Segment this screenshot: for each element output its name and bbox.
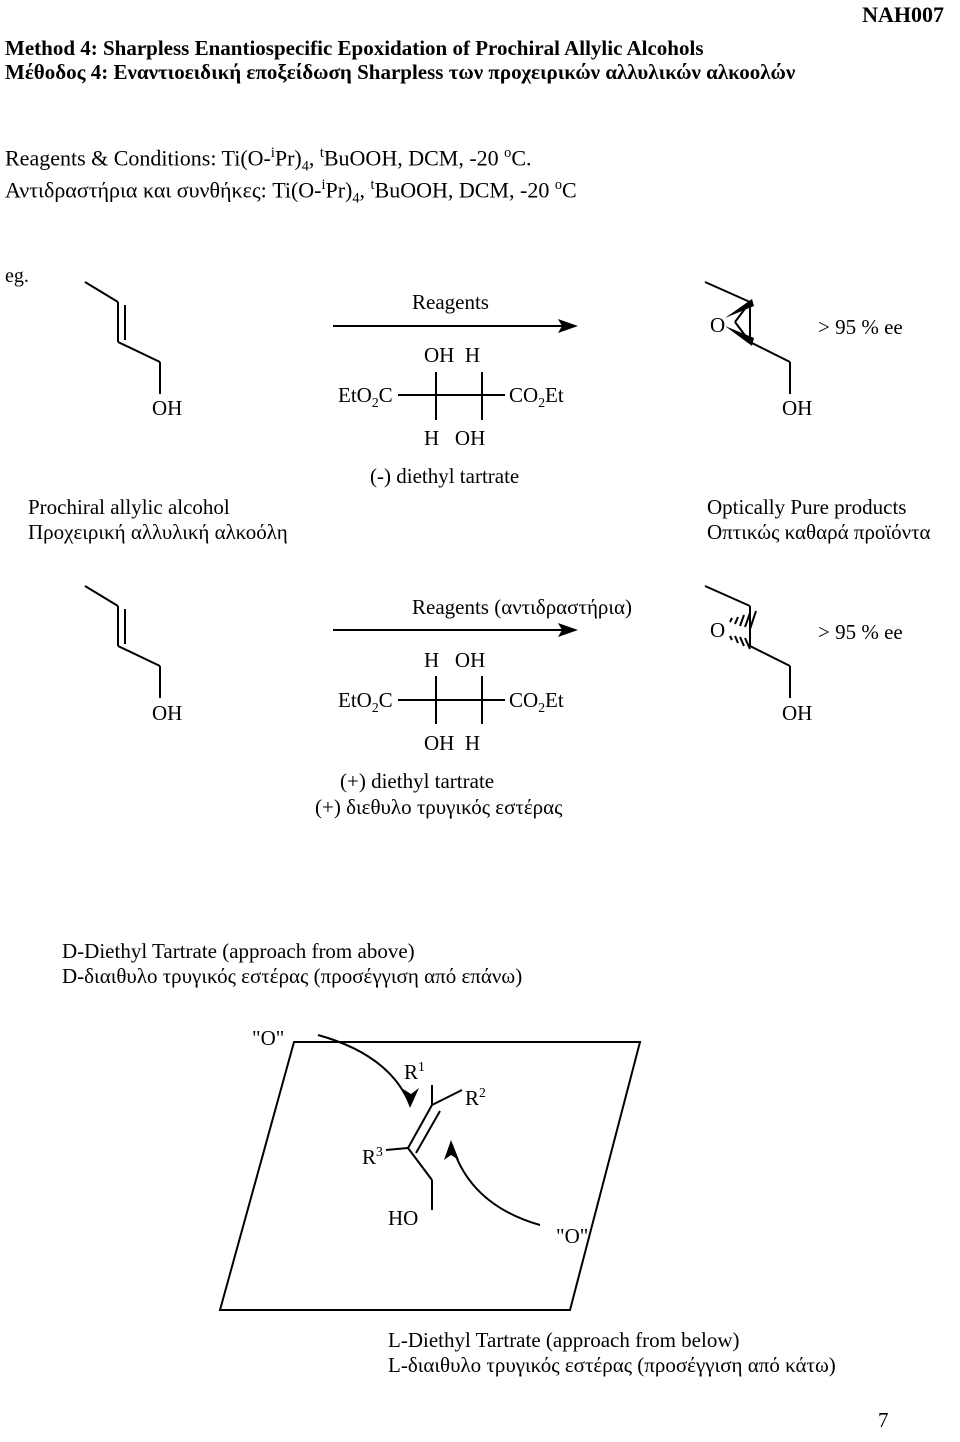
ee-label: > 95 % ee [818,620,903,644]
page-title-en: Method 4: Sharpless Enantiospecific Epoxidation of Prochiral Allylic Alcohols [5,36,704,60]
eg-label: eg. [5,265,29,287]
product-label-el: Οπτικώς καθαρά προϊόντα [707,520,931,544]
oh-label: OH [782,701,813,725]
arrowhead-below [444,1140,459,1160]
tartrate-name: (-) diethyl tartrate [370,464,520,488]
approach-arrow-above [318,1035,410,1105]
epoxide-oxygen: O [710,313,726,337]
d-tartrate-label-en: D-Diethyl Tartrate (approach from above) [62,939,415,963]
tartrate-2 [398,676,505,724]
r2-label: $R^2$ [465,1085,486,1110]
arrowhead-above [403,1088,419,1108]
co2et-label: $CO_2Et$ [509,688,564,716]
oh-label: OH [152,701,183,725]
eto2c-label: EtO$_2$C [338,688,393,716]
product-label-en: Optically Pure products [707,495,907,519]
reagents-label: Reagents [412,290,489,314]
page-number: 7 [878,1408,889,1432]
oh-label: OH [152,396,183,420]
substrate-label-en: Prochiral allylic alcohol [28,495,230,519]
ee-label: > 95 % ee [818,315,903,339]
d-tartrate-label-el: D-διαιθυλο τρυγικός εστέρας (προσέγγιση από επάνω) [62,964,523,988]
tartrate-bottom-substituents: OH H [424,731,480,755]
epoxide-oxygen: O [710,618,726,642]
tartrate-top-substituents: H OH [424,648,486,672]
r3-label: $R^3$ [362,1144,383,1169]
oxygen-below-label: "O" [556,1224,589,1248]
reagents-label: Reagents (αντιδραστήρια) [412,595,633,619]
approach-arrow-below [452,1145,540,1225]
page-title-el: Μέθοδος 4: Εναντιοειδική εποξείδωση Sharpless των προχειρικών αλλυλικών αλκοολών [5,60,796,84]
l-tartrate-label-el: L-διαιθυλο τρυγικός εστέρας (προσέγγιση από κάτω) [388,1353,836,1377]
conditions-en: Reagents & Conditions: $Ti(O-^iPr)_4$, $^t$BuOOH, DCM, -20 $^o$C. [5,145,532,175]
co2et-label: $CO_2Et$ [509,383,564,411]
r1-label: $R^1$ [404,1059,425,1084]
tartrate-1 [398,372,505,420]
hashed-wedges [730,611,756,649]
tartrate-top-substituents: OH H [424,343,480,367]
l-tartrate-label-en: L-Diethyl Tartrate (approach from below) [388,1328,740,1352]
conditions-el: Αντιδραστήρια και συνθήκες: $Ti(O-^iPr)_4$, $^t$BuOOH, DCM, -20 $^o$C [5,177,577,207]
document-code: NAH007 [862,2,944,27]
oxygen-above-label: "O" [252,1026,285,1050]
allylic-alcohol-2 [85,586,160,698]
ho-label: HO [388,1206,419,1230]
allylic-alcohol-1 [85,282,160,394]
tartrate-name-el: (+) διεθυλο τρυγικός εστέρας [315,795,563,819]
oh-label: OH [782,396,813,420]
substrate-label-el: Προχειρική αλλυλική αλκοόλη [28,520,288,544]
tartrate-name-en: (+) diethyl tartrate [340,769,495,793]
tartrate-bottom-substituents: H OH [424,426,486,450]
eto2c-label: EtO$_2$C [338,383,393,411]
